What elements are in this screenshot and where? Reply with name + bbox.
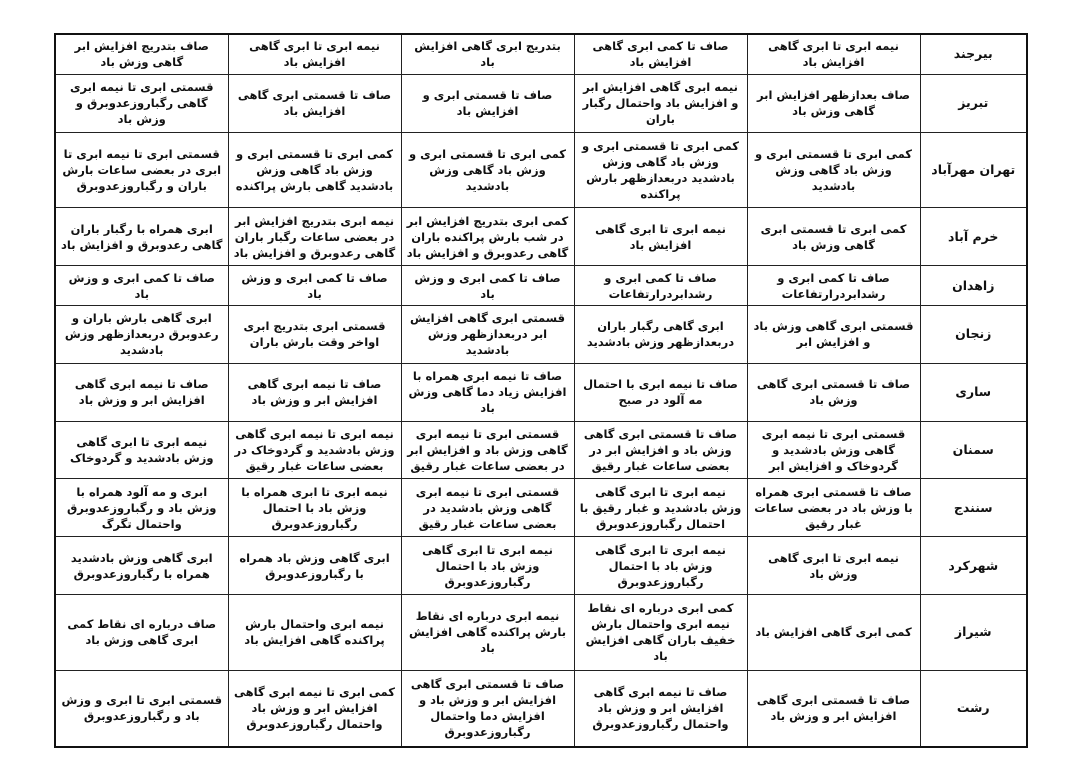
city-cell: بیرجند (920, 34, 1027, 74)
table-row (55, 34, 1027, 74)
forecast-cell-day-4: صاف تا قسمتی ابری گاهی افزایش باد (228, 74, 401, 132)
forecast-cell-day-3: نیمه ابری درباره ای نقاط بارش پراکنده گاهی افزایش باد (401, 594, 574, 670)
forecast-cell-day-1: نیمه ابری تا ابری گاهی افزایش باد (747, 34, 920, 74)
forecast-cell-day-4: نیمه ابری واحتمال بارش پراکنده گاهی افزایش باد (228, 594, 401, 670)
table-row (55, 132, 1027, 208)
forecast-cell-day-3: صاف تا قسمتی ابری گاهی افزایش ابر و وزش باد و افزایش دما واحتمال رگباروزعدوبرق (401, 670, 574, 747)
city-cell: زنجان (920, 305, 1027, 363)
city-cell: رشت (920, 670, 1027, 747)
forecast-cell-day-2: صاف تا کمی ابری گاهی افزایش باد (574, 34, 747, 74)
city-cell: شهرکرد (920, 537, 1027, 595)
forecast-cell-day-1: نیمه ابری تا ابری گاهی وزش باد (747, 537, 920, 595)
forecast-cell-day-3: صاف تا کمی ابری و وزش باد (401, 266, 574, 306)
forecast-cell-day-3: بتدریج ابری گاهی افزایش باد (401, 34, 574, 74)
forecast-cell-day-4: قسمتی ابری بتدریج ابری اواخر وقت بارش باران (228, 305, 401, 363)
city-cell: شیراز (920, 594, 1027, 670)
forecast-cell-day-1: کمی ابری تا قسمتی ابری و وزش باد گاهی وزش بادشدید (747, 132, 920, 208)
weather-forecast-table (54, 33, 1028, 748)
forecast-table-body (55, 34, 1027, 747)
forecast-cell-day-5: ابری گاهی وزش بادشدید همراه با رگباروزعدوبرق (55, 537, 228, 595)
forecast-cell-day-3: صاف تا قسمتی ابری و افزایش باد (401, 74, 574, 132)
forecast-cell-day-4: کمی ابری تا نیمه ابری گاهی افزایش ابر و وزش باد واحتمال رگباروزعدوبرق (228, 670, 401, 747)
forecast-cell-day-4: نیمه ابری تا نیمه ابری گاهی وزش بادشدید و گردوخاک در بعضی ساعات غبار رقیق (228, 421, 401, 479)
forecast-cell-day-3: نیمه ابری تا ابری گاهی وزش باد با احتمال رگباروزعدوبرق (401, 537, 574, 595)
forecast-cell-day-1: کمی ابری گاهی افزایش باد (747, 594, 920, 670)
forecast-cell-day-5: ابری گاهی بارش باران و رعدوبرق دربعدازظهر وزش بادشدید (55, 305, 228, 363)
forecast-cell-day-2: صاف تا کمی ابری و رشدابردرارتفاعات (574, 266, 747, 306)
table-row (55, 670, 1027, 747)
forecast-cell-day-3: قسمتی ابری تا نیمه ابری گاهی وزش باد و افزایش ابر در بعضی ساعات غبار رقیق (401, 421, 574, 479)
forecast-cell-day-5: ابری همراه با رگبار باران گاهی رعدوبرق و افزایش باد (55, 208, 228, 266)
forecast-cell-day-4: نیمه ابری بتدریج افزایش ابر در بعضی ساعات رگبار باران گاهی رعدوبرق و افزایش باد (228, 208, 401, 266)
forecast-cell-day-2: صاف تا قسمتی ابری گاهی وزش باد و افزایش ابر در بعضی ساعات غبار رقیق (574, 421, 747, 479)
forecast-cell-day-2: کمی ابری تا قسمتی ابری و وزش باد گاهی وزش بادشدید دربعدازظهر بارش پراکنده (574, 132, 747, 208)
forecast-cell-day-5: ابری و مه آلود همراه با وزش باد و رگباروزعدوبرق واحتمال تگرگ (55, 479, 228, 537)
forecast-sheet (54, 33, 1027, 748)
city-cell: تهران مهرآباد (920, 132, 1027, 208)
forecast-cell-day-4: کمی ابری تا قسمتی ابری و وزش باد گاهی وزش بادشدید گاهی بارش پراکنده (228, 132, 401, 208)
forecast-cell-day-5: قسمتی ابری تا ابری و وزش باد و رگباروزعدوبرق (55, 670, 228, 747)
forecast-cell-day-1: قسمتی ابری گاهی وزش باد و افزایش ابر (747, 305, 920, 363)
forecast-cell-day-2: صاف تا نیمه ابری گاهی افزایش ابر و وزش باد واحتمال رگباروزعدوبرق (574, 670, 747, 747)
forecast-cell-day-2: نیمه ابری گاهی افزایش ابر و افزایش باد واحتمال رگبار باران (574, 74, 747, 132)
forecast-cell-day-3: کمی ابری بتدریج افزایش ابر در شب بارش پراکنده باران گاهی رعدوبرق و افزایش باد (401, 208, 574, 266)
forecast-cell-day-3: صاف تا نیمه ابری همراه با افزایش زیاد دما گاهی وزش باد (401, 363, 574, 421)
forecast-cell-day-1: صاف تا قسمتی ابری گاهی وزش باد (747, 363, 920, 421)
forecast-cell-day-3: قسمتی ابری تا نیمه ابری گاهی وزش بادشدید در بعضی ساعات غبار رقیق (401, 479, 574, 537)
forecast-cell-day-2: کمی ابری درباره ای نقاط نیمه ابری واحتمال بارش خفیف باران گاهی افزایش باد (574, 594, 747, 670)
city-cell: ساری (920, 363, 1027, 421)
forecast-cell-day-5: صاف بتدریج افزایش ابر گاهی وزش باد (55, 34, 228, 74)
city-cell: خرم آباد (920, 208, 1027, 266)
forecast-cell-day-5: قسمتی ابری تا نیمه ابری گاهی رگباروزعدوبرق و وزش باد (55, 74, 228, 132)
table-row (55, 266, 1027, 306)
forecast-cell-day-4: صاف تا کمی ابری و وزش باد (228, 266, 401, 306)
forecast-cell-day-2: نیمه ابری تا ابری گاهی افزایش باد (574, 208, 747, 266)
forecast-cell-day-4: نیمه ابری تا ابری همراه با وزش باد با احتمال رگباروزعدوبرق (228, 479, 401, 537)
table-row (55, 479, 1027, 537)
forecast-cell-day-5: صاف تا نیمه ابری گاهی افزایش ابر و وزش باد (55, 363, 228, 421)
forecast-cell-day-4: ابری گاهی وزش باد همراه با رگباروزعدوبرق (228, 537, 401, 595)
forecast-cell-day-3: قسمتی ابری گاهی افزایش ابر دربعدازظهر وزش بادشدید (401, 305, 574, 363)
forecast-cell-day-1: صاف بعدازظهر افزایش ابر گاهی وزش باد (747, 74, 920, 132)
city-cell: زاهدان (920, 266, 1027, 306)
table-row (55, 421, 1027, 479)
table-row (55, 537, 1027, 595)
forecast-cell-day-1: صاف تا قسمتی ابری گاهی افزایش ابر و وزش باد (747, 670, 920, 747)
table-row (55, 594, 1027, 670)
table-row (55, 208, 1027, 266)
table-row (55, 74, 1027, 132)
forecast-cell-day-5: صاف تا کمی ابری و وزش باد (55, 266, 228, 306)
forecast-cell-day-1: صاف تا کمی ابری و رشدابردرارتفاعات (747, 266, 920, 306)
forecast-cell-day-2: نیمه ابری تا ابری گاهی وزش بادشدید و غبار رقیق با احتمال رگباروزعدوبرق (574, 479, 747, 537)
forecast-cell-day-2: ابری گاهی رگبار باران دربعدازظهر وزش بادشدید (574, 305, 747, 363)
forecast-cell-day-1: قسمتی ابری تا نیمه ابری گاهی وزش بادشدید و گردوخاک و افزایش ابر (747, 421, 920, 479)
table-row (55, 363, 1027, 421)
forecast-cell-day-5: قسمتی ابری تا نیمه ابری تا ابری در بعضی ساعات بارش باران و رگباروزعدوبرق (55, 132, 228, 208)
forecast-cell-day-5: نیمه ابری تا ابری گاهی وزش بادشدید و گردوخاک (55, 421, 228, 479)
forecast-cell-day-5: صاف درباره ای نقاط کمی ابری گاهی وزش باد (55, 594, 228, 670)
forecast-cell-day-1: صاف تا قسمتی ابری همراه با وزش باد در بعضی ساعات غبار رقیق (747, 479, 920, 537)
city-cell: تبریز (920, 74, 1027, 132)
forecast-cell-day-2: نیمه ابری تا ابری گاهی وزش باد با احتمال رگباروزعدوبرق (574, 537, 747, 595)
forecast-cell-day-2: صاف تا نیمه ابری با احتمال مه آلود در صبح (574, 363, 747, 421)
city-cell: سنندج (920, 479, 1027, 537)
table-row (55, 305, 1027, 363)
forecast-cell-day-1: کمی ابری تا قسمتی ابری گاهی وزش باد (747, 208, 920, 266)
forecast-cell-day-4: نیمه ابری تا ابری گاهی افزایش باد (228, 34, 401, 74)
forecast-cell-day-4: صاف تا نیمه ابری گاهی افزایش ابر و وزش باد (228, 363, 401, 421)
forecast-cell-day-3: کمی ابری تا قسمتی ابری و وزش باد گاهی وزش بادشدید (401, 132, 574, 208)
city-cell: سمنان (920, 421, 1027, 479)
